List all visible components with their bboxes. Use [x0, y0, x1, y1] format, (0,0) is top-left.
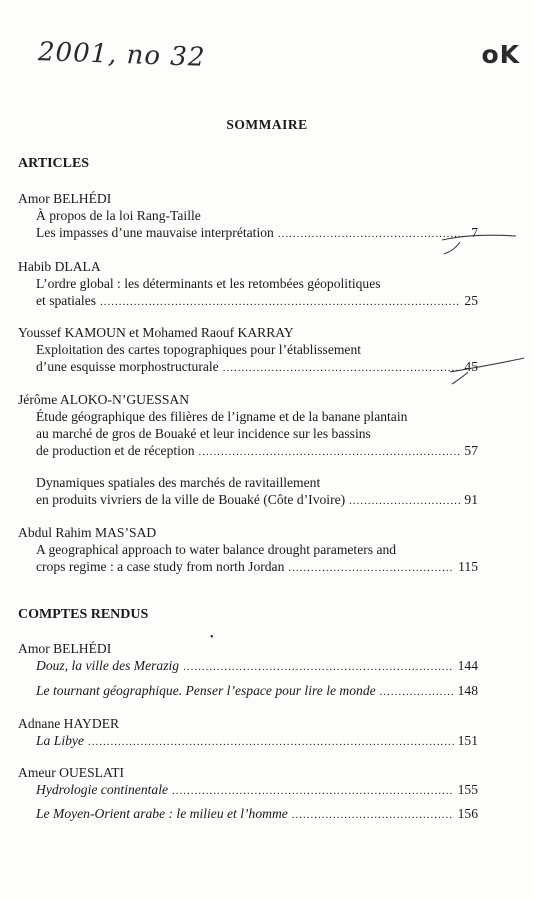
page-number: 148 — [457, 683, 478, 698]
entry-title-line: A geographical approach to water balance drought parameters and — [36, 542, 397, 557]
review-entry-oueslati-hydrologie — [18, 764, 478, 800]
handwritten-date-note: 2001, no 32 — [37, 37, 206, 73]
entry-author: Amor BELHÉDI — [18, 641, 112, 656]
entry-title-line: au marché de gros de Bouaké et leur incidence sur les bassins — [36, 426, 371, 441]
entry-title-last-line — [36, 805, 478, 824]
review-entry-moyen-orient — [18, 805, 478, 824]
toc-entry-aloko-marches — [18, 474, 478, 510]
entry-title-text: d’une esquisse morphostructurale — [36, 359, 219, 374]
page-number: 144 — [457, 658, 478, 673]
entry-author: Jérôme ALOKO-N’GUESSAN — [18, 392, 190, 407]
entry-title-line: Dynamiques spatiales des marchés de ravitaillement — [36, 475, 321, 490]
entry-title-line: Étude géographique des filières de l’igname et de la banane plantain — [36, 409, 408, 424]
entry-title-last-line — [36, 442, 478, 461]
toc-entry-belhedi-rang-taille — [18, 190, 478, 243]
dot-leader — [172, 783, 454, 800]
comptes-rendus-heading: COMPTES RENDUS — [18, 607, 149, 622]
entry-title-text: Les impasses d’une mauvaise interprétation — [36, 225, 274, 240]
dot-leader — [183, 659, 454, 676]
entry-title-text: de production et de réception — [36, 443, 195, 458]
stray-dot-mark: • — [210, 632, 214, 643]
dot-leader — [288, 560, 454, 577]
page-number: 151 — [457, 733, 478, 748]
entry-title-last-line — [36, 781, 478, 800]
summary-title: SOMMAIRE — [226, 117, 308, 132]
toc-entry-massad — [18, 524, 478, 577]
handwritten-ok-note: oK — [481, 40, 520, 69]
page-number: 45 — [464, 359, 478, 374]
entry-title-line: À propos de la loi Rang-Taille — [36, 208, 201, 223]
entry-title-text: Hydrologie continentale — [36, 782, 169, 797]
page-number: 7 — [471, 225, 478, 240]
entry-title-last-line — [36, 224, 478, 243]
entry-title-text: et spatiales — [36, 293, 97, 308]
entry-author: Youssef KAMOUN et Mohamed Raouf KARRAY — [18, 325, 294, 340]
entry-author: Ameur OUESLATI — [18, 765, 125, 780]
toc-entry-aloko-igname — [18, 391, 478, 461]
dot-leader — [88, 734, 454, 751]
toc-entry-kamoun-karray — [18, 324, 478, 377]
entry-title-last-line — [36, 732, 478, 751]
pen-stroke-mark — [448, 356, 528, 386]
entry-title-text: Douz, la ville des Merazig — [36, 658, 180, 673]
entry-title-last-line — [36, 491, 478, 510]
entry-title-text: La Libye — [36, 733, 84, 748]
entry-author: Habib DLALA — [18, 259, 101, 274]
dot-leader — [292, 807, 454, 824]
entry-title-text: Le Moyen-Orient arabe : le milieu et l’homme — [36, 806, 288, 821]
entry-author: Adnane HAYDER — [18, 716, 120, 731]
dot-leader — [223, 360, 461, 377]
dot-leader — [380, 684, 454, 701]
review-entry-hayder-libye — [18, 715, 478, 751]
entry-title-last-line — [36, 358, 478, 377]
review-entry-tournant — [18, 682, 478, 701]
entry-title-text: en produits vivriers de la ville de Bouaké (Côte d’Ivoire) — [36, 492, 346, 507]
page-number: 115 — [458, 559, 478, 574]
dot-leader — [349, 493, 460, 510]
entry-title-text: crops regime : a case study from north Jordan — [36, 559, 285, 574]
entry-title-line: Exploitation des cartes topographiques pour l’établissement — [36, 342, 362, 357]
page-number: 25 — [464, 293, 478, 308]
entry-author: Amor BELHÉDI — [18, 191, 112, 206]
page-number: 156 — [457, 806, 478, 821]
dot-leader — [199, 444, 461, 461]
page-number: 155 — [457, 782, 478, 797]
handwritten-annotations — [0, 0, 534, 90]
page-number: 57 — [464, 443, 478, 458]
articles-heading: ARTICLES — [18, 156, 90, 171]
toc-entry-dlala — [18, 258, 478, 311]
review-entry-belhedi-douz — [18, 640, 478, 676]
entry-title-last-line — [36, 558, 478, 577]
entry-title-last-line — [36, 657, 478, 676]
entry-author: Abdul Rahim MAS’SAD — [18, 525, 157, 540]
entry-title-line: L’ordre global : les déterminants et les retombées géopolitiques — [36, 276, 381, 291]
pen-stroke-mark — [440, 226, 520, 256]
dot-leader — [278, 226, 467, 243]
entry-title-last-line — [36, 292, 478, 311]
entry-title-text: Le tournant géographique. Penser l’espace pour lire le monde — [36, 683, 376, 698]
page-number: 91 — [464, 492, 478, 507]
entry-title-last-line — [36, 682, 478, 701]
dot-leader — [100, 294, 460, 311]
